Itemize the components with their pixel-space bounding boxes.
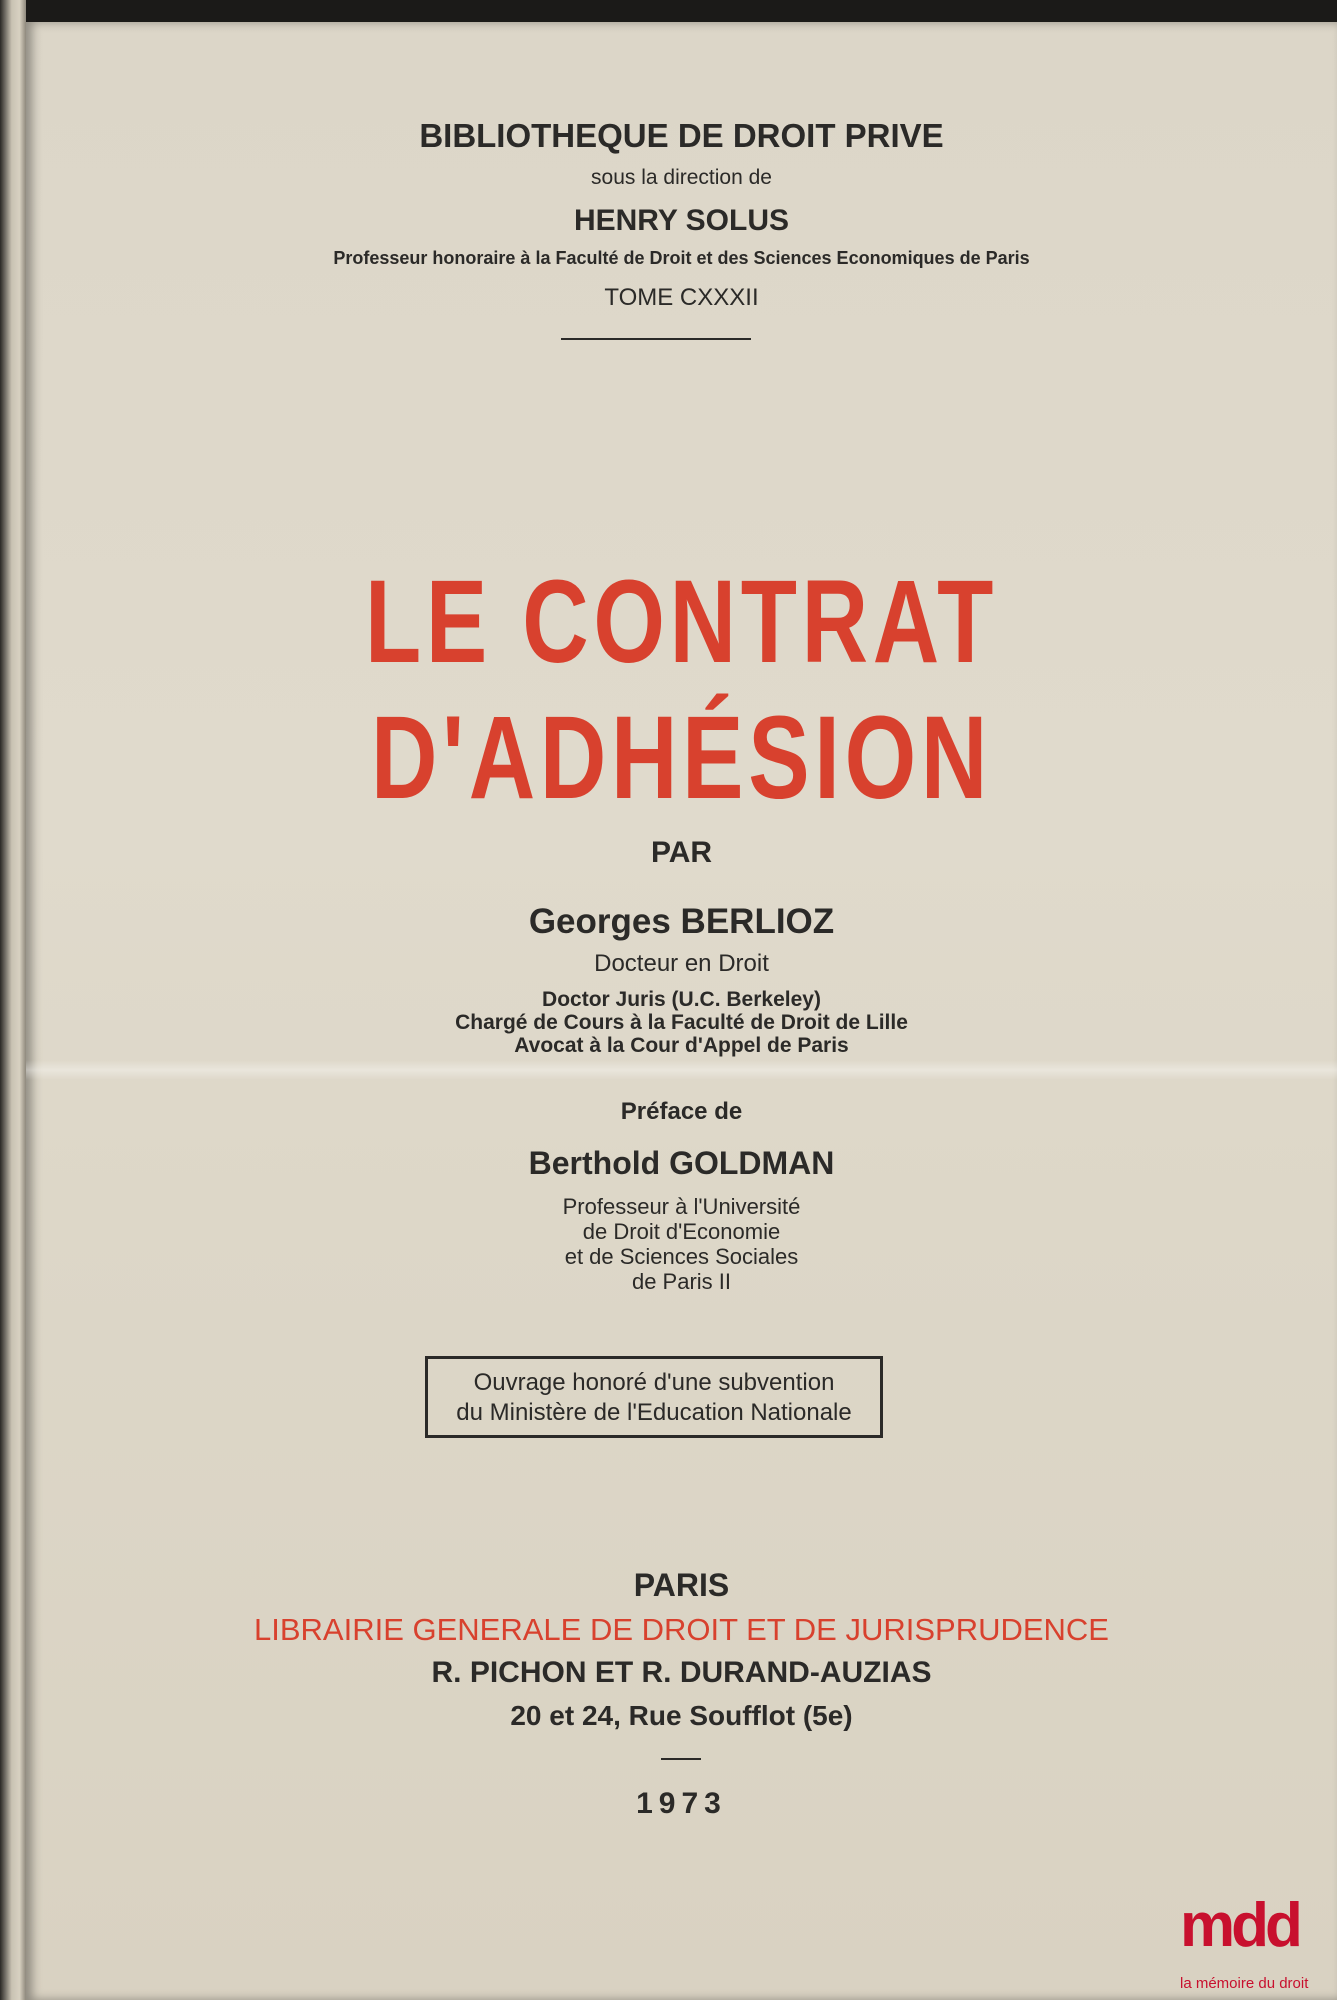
author-name: Georges BERLIOZ	[528, 902, 835, 941]
mdd-logo-text: mdd	[1180, 1891, 1299, 1960]
preface-author-name: Berthold GOLDMAN	[528, 1145, 835, 1181]
author-degree: Docteur en Droit	[594, 950, 769, 977]
publisher-name: LIBRAIRIE GENERALE DE DROIT ET DE JURISPRUDENCE	[254, 1612, 1109, 1647]
author-credential: Chargé de Cours à la Faculté de Droit de Lille	[455, 1011, 908, 1034]
preface-credential: et de Sciences Sociales	[564, 1244, 799, 1269]
footer-divider	[661, 1758, 701, 1760]
author-credential: Avocat à la Cour d'Appel de Paris	[514, 1034, 849, 1057]
subvention-line-2: du Ministère de l'Education Nationale	[456, 1399, 852, 1426]
publication-year: 1973	[636, 1787, 727, 1820]
preface-credential: de Droit d'Economie	[582, 1219, 781, 1244]
book-title-line-1: LE CONTRAT	[364, 556, 999, 688]
publisher-city: PARIS	[633, 1567, 730, 1603]
book-title-line-2: D'ADHÉSION	[371, 692, 992, 824]
subvention-line-1: Ouvrage honoré d'une subvention	[473, 1369, 835, 1396]
header-divider	[561, 338, 751, 340]
director-name: HENRY SOLUS	[573, 204, 790, 237]
publisher-address: 20 et 24, Rue Soufflot (5e)	[510, 1700, 853, 1731]
preface-label: Préface de	[620, 1098, 743, 1125]
tome-number: TOME CXXXII	[604, 284, 759, 311]
director-title: Professeur honoraire à la Faculté de Droit et des Sciences Economiques de Paris	[333, 248, 1030, 268]
preface-credential: Professeur à l'Université	[562, 1194, 801, 1219]
author-credential: Doctor Juris (U.C. Berkeley)	[542, 988, 821, 1011]
par-label: PAR	[650, 836, 713, 869]
publisher-owners: R. PICHON ET R. DURAND-AUZIAS	[431, 1656, 932, 1689]
mdd-tagline: la mémoire du droit	[1180, 1975, 1309, 1992]
subvention-box	[425, 1356, 883, 1438]
page-fold-highlight	[26, 1060, 1337, 1080]
series-title: BIBLIOTHEQUE DE DROIT PRIVE	[419, 117, 944, 154]
direction-label: sous la direction de	[591, 166, 772, 189]
preface-credential: de Paris II	[631, 1269, 732, 1294]
title-page	[26, 22, 1337, 2000]
book-spine	[0, 0, 26, 2000]
